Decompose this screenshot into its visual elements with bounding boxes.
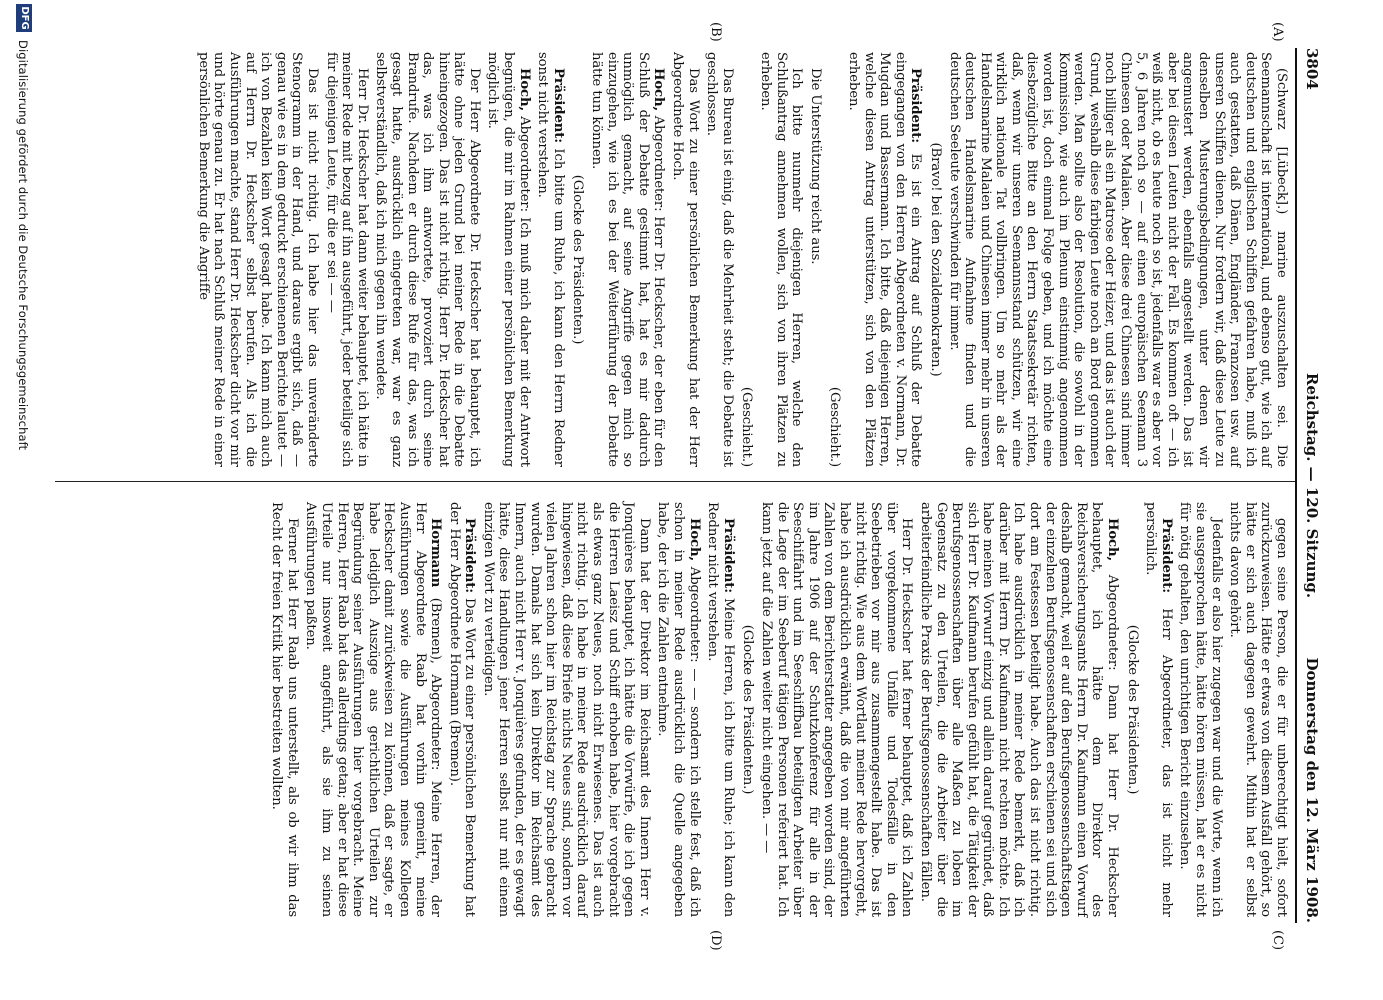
digitization-credit: Digitalisierung gefördert durch die Deutsche Forschungsgemeinschaft <box>16 40 30 451</box>
margin-marker-c: (C) <box>1270 930 1285 951</box>
paragraph-text: Es ist ein Antrag auf Schluß der Debatte eingegangen von den Herren Abgeordneten v. Normann, Dr. Mugdan und Bassermann. Ich bitte, daß diejenigen Herren, welche diesen Antrag unterstützen, sich von den Plätzen erheben. <box>845 52 924 467</box>
paragraph <box>303 502 443 917</box>
paragraph-text: Dann hat der Direktor im Reichsamt des Innern Herr v. Jonquières behauptet, ich hätte die Vorwürfe, die ich gegen die Herren Laeisz und Schiff erhoben habe, hier vorgebracht als etwas ganz Neues, noch nicht Erwiesenes. Das ist auch nicht richtig. Ich habe in meiner Rede ausdrücklich darauf hingewiesen, daß diese Briefe nichts Neues sind, sondern vor vielen Jahren schon hier im Reichstag zur Sprache gebracht wurden. Damals hat sich kein Direktor im Reichsamt des Innern, auch nicht Herr v. Jonquières gefunden, der es gewagt hätte, diese Handlungen jener Herren selbst nur mit einem einzigen Wort zu verteidigen. <box>480 502 652 917</box>
speaker-name: Präsident: <box>1158 518 1174 594</box>
paragraph <box>669 52 700 467</box>
paragraph-text: Der Herr Abgeordnete Dr. Heckscher hat behauptet, ich hätte ohne jeden Grund bei meiner Rede in die Debatte hineingezogen. Das ist nicht richtig. Herr Dr. Heckscher hat das, was ich ihm antwortete, provoziert durch seine Brandrufe. Nachdem er durch diese Rufe für das, was ich gesagt hatte, ausdrücklich eingetreten war, war es ganz selbstverständlich, daß ich mich gegen ihn wendete. <box>373 52 482 467</box>
speaker-name: Präsident: <box>720 518 736 594</box>
paragraph <box>927 52 943 467</box>
paragraph-text: (Geschieht.) <box>827 386 843 467</box>
paragraph <box>704 52 735 467</box>
paragraph-text: Die Unterstützung reicht aus. <box>807 68 823 265</box>
margin-marker-b: (B) <box>708 22 723 42</box>
paragraph-text: (Geschieht.) <box>739 386 755 467</box>
speaker-name: Präsident: <box>550 68 566 144</box>
margin-marker-d: (D) <box>708 930 723 951</box>
document-page <box>48 22 1323 951</box>
paragraph-text: (Bravo! bei den Sozialdemokraten.) <box>927 142 943 377</box>
dfg-logo: DFG <box>16 4 32 32</box>
paragraph <box>807 52 823 467</box>
paragraph <box>535 52 566 467</box>
paragraph-text: Abgeordneter: Ich muß mich daher mit der Antwort begnügen, die mir im Rahmen einer persönlichen Bemerkung möglich ist. <box>485 52 532 467</box>
paragraph <box>195 52 320 467</box>
paragraph-text: Ich bitte nunmehr diejenigen Herren, welche den Schlußantrag annehmen wollen, sich von ihren Plätzen zu erheben. <box>758 52 805 467</box>
paragraph-text: Herr Dr. Heckscher hat dann weiter behauptet, ich hätte in meiner Rede mit bezug auf ihn ausgeführt, jeder beteilige sich für diejenigen Leute, für die er sei — — <box>323 52 370 467</box>
paragraph <box>739 52 755 467</box>
paragraph <box>757 52 804 467</box>
paragraph-text: Herr Dr. Heckscher hat ferner behauptet, daß ich Zahlen über vorgekommene Unfälle und Todesfälle in den Seebetrieben vor mir aus zusammengestellt habe. Das ist nicht richtig. Wie aus dem Wortlaut meiner Rede hervorgeht, habe ich ausdrücklich erwähnt, daß die von mir angeführten Zahlen von dem Berichterstatter angegeben worden sind, der im Jahre 1906 auf der Schutzkonferenz für alle in der Seeschiffahrt und im Seeschiffbau beteiligten Arbeiter über die Lage der im Seeberuf tätigen Personen referiert hat. Ich kann jetzt auf die Zahlen weiter nicht eingehen. — — <box>759 502 915 917</box>
speaker-name: Präsident: <box>908 68 924 144</box>
paragraph <box>917 502 1120 917</box>
page-header <box>1299 48 1323 923</box>
paragraph-text: Jedenfalls er also hier zugegen war und die Worte, wenn ich sie ausgesprochen hätte, hätte hören müssen, hat er es nicht für nötig gehalten, den unrichtigen Bericht einzusehen. <box>1177 502 1224 917</box>
paragraph-text: Ich bitte um Ruhe, ich kann den Herrn Redner sonst nicht verstehen. <box>535 52 566 467</box>
speaker-name: Hormann <box>428 518 444 588</box>
paragraph <box>373 52 482 467</box>
paragraph <box>655 502 702 917</box>
paragraph-text: Herr Abgeordneter, das ist nicht mehr persönlich. <box>1143 502 1174 917</box>
paragraph <box>269 502 300 917</box>
margin-marker-a: (A) <box>1270 22 1285 42</box>
paragraph-text: Abgeordneter: Dann hat Herr Dr. Heckscher behauptet, ich hätte dem Direktor des Reichsversicherungsamts Herrn Dr. Kaufmann einen Vorwurf deshalb gemacht, weil er auf den Berufsgenossenschaftstagen der einzelnen Berufsgenossenschaften erschienen sei und sich dort am Festessen beteiligt habe. Auch das ist nicht richtig. Ich habe ausdrücklich in meiner Rede bemerkt, daß ich darüber mit Herrn Dr. Kaufmann nicht rechten möchte. Ich habe meinen Vorwurf einzig und allein darauf gegründet, daß sich Herr Dr. Kaufmann berufen gefühlt hat, die Tätigkeit der Berufsgenossenschaften über alle Maßen zu loben im Gegensatz zu den Urteilen, die die Arbeiter über die arbeiterfeindliche Praxis der Berufsgenossenschaften fällen. <box>917 502 1121 918</box>
paragraph <box>946 52 1289 467</box>
paragraph-text: (Glocke des Präsidenten.) <box>570 174 586 345</box>
page-number: 3804 <box>1303 48 1321 90</box>
paragraph <box>1227 502 1289 917</box>
paragraph-text: (Glocke des Präsidenten.) <box>1124 624 1140 795</box>
session-title: Reichstag. — 120. Sitzung. <box>1303 372 1321 599</box>
left-column <box>192 52 1289 467</box>
speaker-name: Hoch, <box>686 518 702 561</box>
paragraph-text: Das Wort zu einer persönlichen Bemerkung hat der Herr Abgeordnete Hoch. <box>670 52 701 467</box>
paragraph-text: Abgeordneter: Herr Dr. Heckscher, der eben für den Schluß der Debatte gestimmt hat, hat es mir dadurch unmöglich gemacht, auf seine Angriffe gegen mich so einzugehen, wie ich es bei der Weiterführung der Debatte hätte tun können. <box>589 52 667 467</box>
paragraph-text: Ferner hat Herr Raab uns unterstellt, als ob wir ihm das Recht der freien Kritik hier bestreiten wollten. <box>269 502 300 917</box>
paragraph <box>1177 502 1224 917</box>
paragraph <box>1143 502 1174 917</box>
speaker-name: Hoch, <box>1105 518 1121 561</box>
right-column <box>266 502 1289 917</box>
paragraph <box>740 502 756 917</box>
paragraph <box>480 502 652 917</box>
paragraph-text: Das ist nicht richtig. Ich habe hier das unveränderte Stenogramm in der Hand, und daraus ergibt sich, daß — genau wie es in dem gedruckt erschienenen Berichte lautet — ich von Bezahlen kein Wort gesagt habe. Ich kann mich auch auf Herrn Dr. Heckscher selbst berufen. Als ich die Ausführungen machte, stand Herr Dr. Heckscher dicht vor mir und hörte genau zu. Er hat nach Schluß meiner Rede in einer persönlichen Bemerkung die Angriffe <box>195 52 320 467</box>
header-rule <box>1295 48 1297 923</box>
speaker-name: Präsident: <box>462 518 478 594</box>
paragraph-text: Das Bureau ist einig, daß die Mehrheit steht; die Debatte ist geschlossen. <box>704 52 735 467</box>
paragraph <box>570 52 586 467</box>
paragraph <box>827 52 843 467</box>
paragraph <box>323 52 370 467</box>
paragraph-text: Meine Herren, ich bitte um Ruhe; ich kann den Redner nicht verstehen. <box>705 502 736 918</box>
digitization-footer <box>8 0 38 1000</box>
speaker-name: Hoch, <box>516 68 532 111</box>
paragraph-text: (Glocke des Präsidenten.) <box>740 624 756 795</box>
paragraph-text: (Bremen), Abgeordneter: Meine Herren, der Herr Abgeordnete Raab hat vorhin gemeint, meine Ausführungen sowie die Ausführungen meines Kollegen Heckscher damit zurückweisen zu können, daß er sagte, er habe lediglich Auszüge aus gerichtlichen Urteilen zur Begründung seiner Ausführungen hier vorgebracht. Meine Herren, Herr Raab hat das allerdings getan; aber er hat diese Urteile nur insoweit angeführt, als sie ihm zu seinen Ausführungen paßten. <box>303 502 444 918</box>
paragraph <box>485 52 532 467</box>
paragraph <box>705 502 736 917</box>
session-date: Donnerstag den 12. März 1908. <box>1303 657 1321 923</box>
paragraph-text: Abgeordneter: — — sondern ich stelle fest, daß ich schon in meiner Rede ausdrücklich die Quelle angegeben habe, der ich die Zahlen entnehme. <box>655 502 702 918</box>
column-divider <box>55 481 1295 482</box>
paragraph <box>758 502 914 917</box>
paragraph-text: gegen seine Person, die er für unberechtigt hielt, sofort zurückzuweisen. Hätte er etwas von diesem Ausfall gehört, so hätte er sich auch dagegen gewehrt. Mithin hat er selbst nichts davon gehört. <box>1227 502 1289 917</box>
paragraph <box>446 502 477 917</box>
paragraph <box>588 52 666 467</box>
paragraph-text: Das Wort zu einer persönlichen Bemerkung hat der Herr Abgeordnete Hormann (Bremen). <box>446 502 478 917</box>
paragraph <box>845 52 923 467</box>
paragraph-text: (Schwarz [Lübeck].) marine auszuschalten sei. Die Seemannschaft ist international, und ebenso gut, wie ich auf deutschen und englischen Schiffen gefahren habe, muß ich auch gestatten, daß Dänen, Engländer, Franzosen usw. auf unseren Schiffen dienen. Nur fordern wir, daß diese Leute zu denselben Musterungsbedingungen, unter denen wir angemustert werden, ebenfalls angestellt werden. Das ist aber bei diesen Leuten nicht der Fall. Es kommen oft — ich weiß nicht, ob es heute noch so ist, jedenfalls war es aber vor 5, 6 Jahren noch so — auf einen europäischen Seemann 3 Chinesen oder Malaien. Aber diese drei Chinesen sind immer noch billiger als ein Matrose oder Heizer, und das ist auch der Grund, weshalb diese farbigen Leute noch an Bord genommen werden. Man sollte also der Resolution, die sowohl in der Kommission, wie auch im Plenum einstimmig angenommen worden ist, doch einmal Folge geben, und ich möchte eine diesbezügliche Bitte an den Herrn Staatssekretär richten, daß, wenn wir unseren Seemannsstand schützen, wir eine wirklich nationale Tat vollbringen. Um so mehr als der Handelsmarine Malaien und Chinesen immer mehr in unseren deutschen Handelsmarine Aufnahme finden und die deutschen Seeleute verschwinden für immer. <box>946 52 1289 467</box>
speaker-name: Hoch, <box>651 68 667 111</box>
paragraph <box>1124 502 1140 917</box>
